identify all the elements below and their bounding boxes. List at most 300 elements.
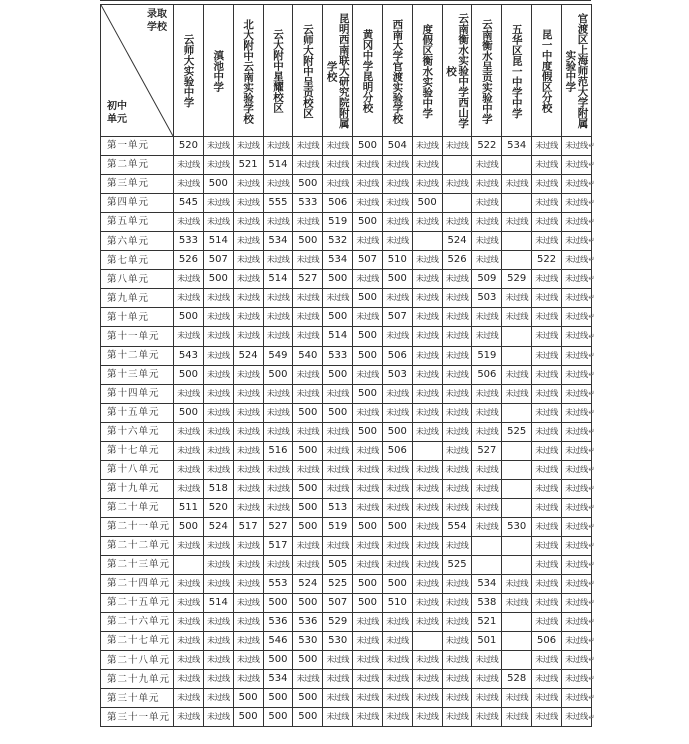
row-end-mark: ↵ — [588, 236, 595, 246]
corner-label-admission: 录取 — [147, 9, 167, 20]
score-cell: 500 — [203, 175, 233, 194]
school-name: 云师大附中呈贡校区 — [301, 23, 314, 119]
score-cell: 500 — [174, 403, 204, 422]
school-name: 西南大学官渡实验学校 — [391, 18, 404, 124]
school-name: 昆一中度假区分校 — [540, 29, 553, 113]
score-cell: 未过线 — [472, 213, 502, 232]
row-end-mark: ↵ — [588, 141, 595, 150]
admission-score-sheet — [100, 4, 591, 727]
score-cell: 507 — [353, 251, 383, 270]
score-cell: 未过线 — [323, 479, 353, 498]
score-cell: 521 — [472, 613, 502, 632]
score-cell: 未过线 — [472, 308, 502, 327]
score-cell: 未过线 — [442, 670, 472, 689]
score-cell: 510 — [382, 251, 412, 270]
score-cell: 529 — [502, 270, 532, 289]
score-cell: 未过线 — [293, 536, 323, 555]
score-cell: 527 — [293, 270, 323, 289]
unit-label: 第二十四单元 — [101, 575, 174, 594]
unit-label: 第三十单元 — [101, 689, 174, 708]
score-cell: 未过线 — [561, 156, 591, 175]
score-cell: 516 — [263, 441, 293, 460]
school-name: 官渡区上海师范大学附属实验中学 — [564, 13, 589, 129]
score-cell: 未过线 — [382, 156, 412, 175]
score-cell: 未过线 — [502, 308, 532, 327]
score-cell: 未过线 — [353, 632, 383, 651]
score-cell: 未过线 — [532, 327, 562, 346]
school-header — [203, 5, 233, 137]
school-header — [472, 5, 502, 137]
score-cell: 未过线 — [353, 270, 383, 289]
score-cell: 未过线 — [233, 403, 263, 422]
row-end-mark: ↵ — [588, 464, 595, 474]
score-cell: 未过线 — [561, 365, 591, 384]
score-cell: 500 — [353, 137, 383, 156]
score-cell: 未过线 — [293, 251, 323, 270]
score-cell: 未过线 — [561, 632, 591, 651]
score-cell: 未过线 — [323, 670, 353, 689]
unit-label: 第二十七单元 — [101, 632, 174, 651]
score-cell: 未过线 — [203, 556, 233, 575]
score-cell: 500 — [353, 384, 383, 403]
score-cell: 546 — [263, 632, 293, 651]
corner-top-right-label — [147, 9, 167, 34]
score-cell: 500 — [382, 517, 412, 536]
score-cell: 未过线 — [353, 479, 383, 498]
score-cell: 未过线 — [174, 536, 204, 555]
score-cell: 500 — [263, 594, 293, 613]
score-cell: 未过线 — [532, 365, 562, 384]
score-cell: 未过线 — [561, 556, 591, 575]
score-cell: 未过线 — [233, 536, 263, 555]
score-cell: 未过线 — [323, 156, 353, 175]
score-cell: 未过线 — [263, 460, 293, 479]
score-cell: 500 — [293, 498, 323, 517]
score-cell: 524 — [293, 575, 323, 594]
score-cell: 513 — [323, 498, 353, 517]
score-cell: 未过线 — [412, 289, 442, 308]
score-cell: 未过线 — [532, 308, 562, 327]
score-cell: 未过线 — [442, 479, 472, 498]
table-row — [101, 689, 592, 708]
score-cell: 507 — [382, 308, 412, 327]
score-cell: 未过线 — [233, 137, 263, 156]
score-cell: 500 — [203, 270, 233, 289]
row-end-mark: ↵ — [588, 522, 595, 531]
score-cell: 未过线 — [532, 346, 562, 365]
score-cell: 未过线 — [502, 689, 532, 708]
score-cell: 未过线 — [561, 460, 591, 479]
score-cell: 514 — [203, 232, 233, 251]
score-cell: 未过线 — [442, 651, 472, 670]
score-cell: 未过线 — [532, 270, 562, 289]
score-cell: 未过线 — [442, 175, 472, 194]
score-cell: 未过线 — [412, 460, 442, 479]
score-cell: 未过线 — [412, 708, 442, 727]
score-cell: 514 — [263, 156, 293, 175]
score-cell: 未过线 — [412, 498, 442, 517]
score-cell: 未过线 — [174, 632, 204, 651]
score-cell: 未过线 — [532, 194, 562, 213]
score-cell: 未过线 — [472, 422, 502, 441]
unit-label: 第二十三单元 — [101, 556, 174, 575]
score-cell: 未过线 — [532, 232, 562, 251]
score-cell: 未过线 — [293, 670, 323, 689]
score-cell: 未过线 — [263, 422, 293, 441]
school-name: 云南衡水实验中学西山学校 — [445, 13, 470, 129]
row-end-mark: ↵ — [588, 483, 595, 493]
score-cell: 未过线 — [353, 365, 383, 384]
score-cell: 538 — [472, 594, 502, 613]
score-cell: 未过线 — [472, 498, 502, 517]
score-cell: 未过线 — [293, 384, 323, 403]
unit-label: 第十一单元 — [101, 327, 174, 346]
score-cell — [472, 556, 502, 575]
table-row — [101, 460, 592, 479]
score-cell: 532 — [323, 232, 353, 251]
score-cell: 未过线 — [323, 384, 353, 403]
score-cell: 514 — [323, 327, 353, 346]
unit-label: 第十七单元 — [101, 441, 174, 460]
score-cell: 未过线 — [442, 289, 472, 308]
score-cell: 500 — [382, 270, 412, 289]
score-cell: 500 — [323, 403, 353, 422]
score-cell: 未过线 — [263, 327, 293, 346]
score-cell: 506 — [382, 346, 412, 365]
score-cell: 未过线 — [561, 441, 591, 460]
score-cell: 未过线 — [174, 156, 204, 175]
score-cell: 未过线 — [532, 137, 562, 156]
score-cell: 未过线 — [561, 175, 591, 194]
score-cell: 500 — [174, 308, 204, 327]
score-cell: 未过线 — [233, 632, 263, 651]
score-cell: 500 — [323, 308, 353, 327]
score-cell: 507 — [323, 594, 353, 613]
unit-label: 第十单元 — [101, 308, 174, 327]
score-cell: 未过线 — [203, 670, 233, 689]
corner-label-school: 学校 — [147, 21, 167, 33]
table-row — [101, 498, 592, 517]
score-cell: 未过线 — [442, 498, 472, 517]
score-cell: 未过线 — [561, 536, 591, 555]
score-cell: 500 — [233, 689, 263, 708]
score-cell — [502, 536, 532, 555]
table-row — [101, 346, 592, 365]
score-cell: 未过线 — [293, 422, 323, 441]
score-cell: 未过线 — [353, 556, 383, 575]
score-cell: 未过线 — [233, 460, 263, 479]
header-row — [101, 5, 592, 137]
score-cell: 未过线 — [233, 651, 263, 670]
score-cell: 未过线 — [174, 670, 204, 689]
score-cell: 522 — [472, 137, 502, 156]
unit-label: 第二十二单元 — [101, 536, 174, 555]
score-cell: 未过线 — [412, 594, 442, 613]
table-row — [101, 156, 592, 175]
row-end-mark: ↵ — [588, 712, 595, 722]
score-cell: 500 — [382, 575, 412, 594]
score-cell: 519 — [472, 346, 502, 365]
score-cell — [502, 327, 532, 346]
score-cell: 500 — [323, 270, 353, 289]
score-cell: 未过线 — [263, 137, 293, 156]
score-cell: 530 — [502, 517, 532, 536]
score-cell: 未过线 — [353, 175, 383, 194]
score-cell: 未过线 — [203, 289, 233, 308]
score-cell: 未过线 — [412, 479, 442, 498]
score-cell: 未过线 — [233, 422, 263, 441]
score-cell: 未过线 — [203, 441, 233, 460]
score-cell: 520 — [174, 137, 204, 156]
score-cell: 未过线 — [532, 594, 562, 613]
score-cell: 500 — [293, 689, 323, 708]
score-cell: 517 — [233, 517, 263, 536]
score-cell: 未过线 — [203, 403, 233, 422]
table-row — [101, 137, 592, 156]
score-cell: 未过线 — [472, 651, 502, 670]
score-cell: 500 — [293, 517, 323, 536]
row-end-mark: ↵ — [588, 598, 595, 608]
score-cell: 未过线 — [502, 594, 532, 613]
table-row — [101, 670, 592, 689]
score-cell: 未过线 — [412, 689, 442, 708]
score-cell: 未过线 — [442, 536, 472, 555]
score-cell: 未过线 — [293, 365, 323, 384]
score-cell: 未过线 — [263, 556, 293, 575]
score-cell: 未过线 — [561, 613, 591, 632]
score-cell: 未过线 — [561, 575, 591, 594]
score-cell: 500 — [353, 213, 383, 232]
unit-label: 第十二单元 — [101, 346, 174, 365]
school-header — [561, 5, 591, 137]
unit-label: 第二十五单元 — [101, 594, 174, 613]
score-cell: 500 — [353, 575, 383, 594]
row-end-mark: ↵ — [588, 617, 595, 627]
score-cell: 未过线 — [412, 327, 442, 346]
table-row — [101, 556, 592, 575]
table-row — [101, 384, 592, 403]
score-cell: 未过线 — [174, 175, 204, 194]
score-cell: 未过线 — [502, 213, 532, 232]
score-cell: 未过线 — [203, 536, 233, 555]
score-cell: 未过线 — [532, 575, 562, 594]
score-cell: 未过线 — [442, 213, 472, 232]
score-cell: 未过线 — [293, 460, 323, 479]
score-cell: 未过线 — [263, 403, 293, 422]
score-cell: 500 — [353, 346, 383, 365]
school-header — [382, 5, 412, 137]
score-cell: 未过线 — [502, 365, 532, 384]
school-header — [263, 5, 293, 137]
score-cell: 未过线 — [532, 517, 562, 536]
score-cell: 未过线 — [532, 651, 562, 670]
score-cell: 未过线 — [174, 575, 204, 594]
score-cell: 未过线 — [353, 460, 383, 479]
score-cell: 500 — [293, 441, 323, 460]
corner-label-junior: 初中 — [107, 101, 127, 112]
score-cell: 未过线 — [472, 194, 502, 213]
table-row — [101, 308, 592, 327]
score-cell: 未过线 — [233, 556, 263, 575]
score-cell: 534 — [263, 670, 293, 689]
unit-label: 第三单元 — [101, 175, 174, 194]
score-cell: 未过线 — [263, 251, 293, 270]
score-cell: 未过线 — [472, 403, 502, 422]
score-cell: 未过线 — [233, 289, 263, 308]
score-cell — [502, 498, 532, 517]
table-row — [101, 289, 592, 308]
admission-score-table — [100, 4, 592, 727]
score-cell: 未过线 — [174, 213, 204, 232]
score-cell: 未过线 — [561, 422, 591, 441]
score-cell: 未过线 — [412, 365, 442, 384]
score-cell: 未过线 — [532, 213, 562, 232]
score-cell: 未过线 — [382, 670, 412, 689]
score-cell: 500 — [263, 365, 293, 384]
score-cell: 未过线 — [532, 556, 562, 575]
score-cell: 未过线 — [472, 232, 502, 251]
table-row — [101, 175, 592, 194]
score-cell: 未过线 — [233, 327, 263, 346]
score-cell: 未过线 — [233, 613, 263, 632]
score-cell: 未过线 — [472, 708, 502, 727]
score-cell: 未过线 — [382, 384, 412, 403]
row-end-mark: ↵ — [588, 541, 595, 551]
unit-label: 第二单元 — [101, 156, 174, 175]
row-end-mark: ↵ — [588, 331, 595, 341]
score-cell — [502, 556, 532, 575]
school-header — [233, 5, 263, 137]
score-cell: 未过线 — [203, 460, 233, 479]
score-cell: 未过线 — [293, 213, 323, 232]
score-cell: 555 — [263, 194, 293, 213]
score-cell: 525 — [323, 575, 353, 594]
row-end-mark: ↵ — [588, 179, 595, 189]
score-cell: 500 — [353, 327, 383, 346]
score-cell: 506 — [532, 632, 562, 651]
score-cell — [502, 251, 532, 270]
score-cell: 500 — [293, 651, 323, 670]
score-cell: 未过线 — [561, 308, 591, 327]
score-cell: 未过线 — [532, 708, 562, 727]
score-cell: 未过线 — [263, 498, 293, 517]
score-cell: 未过线 — [353, 613, 383, 632]
table-row — [101, 194, 592, 213]
row-end-mark: ↵ — [588, 293, 595, 303]
score-cell — [412, 441, 442, 460]
score-cell: 500 — [293, 175, 323, 194]
score-cell: 未过线 — [233, 270, 263, 289]
score-cell: 500 — [263, 689, 293, 708]
score-cell: 未过线 — [442, 384, 472, 403]
score-cell: 未过线 — [532, 689, 562, 708]
score-cell: 未过线 — [263, 213, 293, 232]
score-cell — [412, 232, 442, 251]
unit-label: 第十六单元 — [101, 422, 174, 441]
score-cell: 未过线 — [442, 632, 472, 651]
score-cell: 未过线 — [263, 479, 293, 498]
score-cell: 未过线 — [532, 498, 562, 517]
score-cell: 未过线 — [472, 479, 502, 498]
score-cell: 未过线 — [561, 194, 591, 213]
score-cell: 未过线 — [203, 384, 233, 403]
score-cell: 未过线 — [203, 632, 233, 651]
score-cell: 未过线 — [323, 441, 353, 460]
row-end-mark: ↵ — [588, 369, 595, 379]
score-cell: 未过线 — [472, 384, 502, 403]
score-cell: 未过线 — [174, 422, 204, 441]
score-cell: 未过线 — [233, 479, 263, 498]
school-header — [293, 5, 323, 137]
score-cell — [442, 156, 472, 175]
score-cell: 500 — [293, 594, 323, 613]
score-cell: 未过线 — [442, 708, 472, 727]
row-end-mark: ↵ — [588, 560, 595, 570]
score-cell: 未过线 — [233, 594, 263, 613]
score-cell: 未过线 — [382, 651, 412, 670]
score-cell: 500 — [293, 232, 323, 251]
score-cell: 未过线 — [263, 384, 293, 403]
score-cell: 未过线 — [412, 308, 442, 327]
score-cell: 未过线 — [412, 651, 442, 670]
score-cell: 未过线 — [412, 670, 442, 689]
score-cell: 未过线 — [382, 498, 412, 517]
score-cell: 未过线 — [561, 232, 591, 251]
score-cell: 未过线 — [293, 137, 323, 156]
unit-label: 第十三单元 — [101, 365, 174, 384]
unit-label: 第三十一单元 — [101, 708, 174, 727]
score-cell: 510 — [382, 594, 412, 613]
score-cell: 未过线 — [561, 689, 591, 708]
score-cell: 未过线 — [233, 175, 263, 194]
table-body — [101, 137, 592, 727]
score-cell: 未过线 — [174, 289, 204, 308]
score-cell: 未过线 — [353, 403, 383, 422]
school-header — [412, 5, 442, 137]
score-cell: 未过线 — [382, 403, 412, 422]
score-cell: 528 — [502, 670, 532, 689]
score-cell: 526 — [442, 251, 472, 270]
score-cell: 527 — [472, 441, 502, 460]
row-end-mark: ↵ — [588, 274, 595, 284]
score-cell: 未过线 — [382, 556, 412, 575]
score-cell: 未过线 — [382, 689, 412, 708]
school-name: 五华区昆一中学中学 — [510, 23, 523, 119]
row-end-mark: ↵ — [588, 388, 595, 398]
score-cell: 未过线 — [442, 327, 472, 346]
row-end-mark: ↵ — [588, 217, 595, 227]
score-cell: 未过线 — [382, 613, 412, 632]
score-cell: 未过线 — [203, 613, 233, 632]
table-row — [101, 365, 592, 384]
score-cell: 506 — [382, 441, 412, 460]
score-cell: 未过线 — [353, 670, 383, 689]
score-cell: 549 — [263, 346, 293, 365]
score-cell: 未过线 — [412, 517, 442, 536]
score-cell: 未过线 — [174, 384, 204, 403]
score-cell: 未过线 — [561, 403, 591, 422]
unit-label: 第六单元 — [101, 232, 174, 251]
score-cell: 530 — [293, 632, 323, 651]
score-cell: 517 — [263, 536, 293, 555]
score-cell: 未过线 — [323, 289, 353, 308]
score-cell: 未过线 — [442, 689, 472, 708]
unit-label: 第十四单元 — [101, 384, 174, 403]
score-cell: 未过线 — [412, 575, 442, 594]
score-cell: 533 — [323, 346, 353, 365]
score-cell: 未过线 — [293, 289, 323, 308]
school-header — [442, 5, 472, 137]
